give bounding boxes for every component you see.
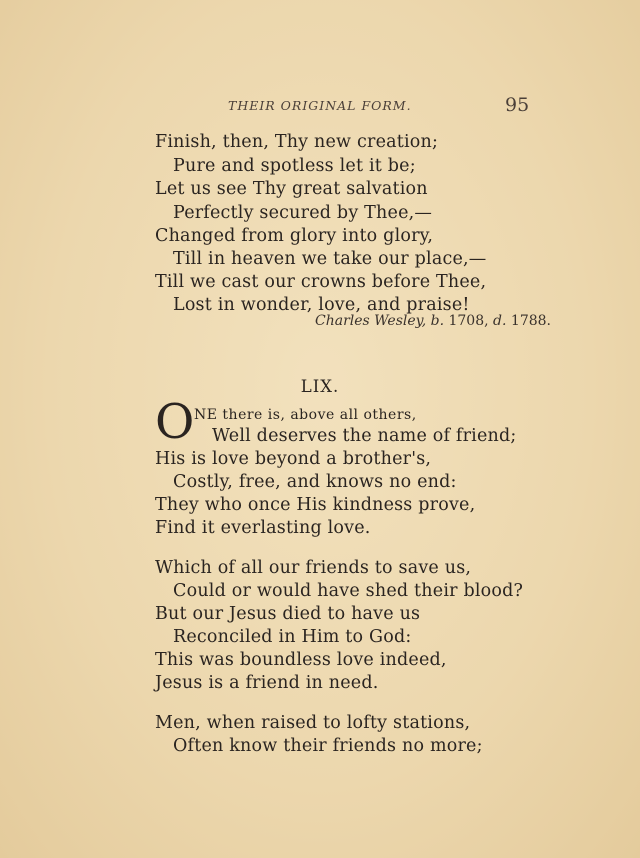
page-number: 95 bbox=[505, 94, 530, 116]
first-line-text: NE there is, above all others, bbox=[194, 407, 417, 423]
verse-line: Pure and spotless let it be; bbox=[173, 156, 416, 176]
verse-line: Lost in wonder, love, and praise! bbox=[173, 295, 470, 315]
running-title: THEIR ORIGINAL FORM. bbox=[228, 98, 412, 113]
verse-line: Find it everlasting love. bbox=[155, 518, 371, 538]
verse-line: Which of all our friends to save us, bbox=[155, 558, 472, 578]
verse-line: Changed from glory into glory, bbox=[155, 226, 434, 246]
page-header bbox=[0, 96, 640, 118]
verse-line: His is love beyond a brother's, bbox=[155, 449, 432, 469]
author-name: Charles Wesley, bbox=[315, 313, 427, 329]
verse-line: But our Jesus died to have us bbox=[155, 604, 421, 624]
verse-line bbox=[194, 404, 417, 424]
hymn-attribution bbox=[315, 313, 551, 329]
verse-line: This was boundless love indeed, bbox=[155, 650, 447, 670]
verse-line: They who once His kindness prove, bbox=[155, 495, 476, 515]
hymn-number: LIX. bbox=[300, 377, 340, 396]
verse-line: Jesus is a friend in need. bbox=[155, 673, 379, 693]
verse-line: Well deserves the name of friend; bbox=[212, 426, 517, 446]
verse-line: Perfectly secured by Thee,— bbox=[173, 203, 433, 223]
verse-line: Men, when raised to lofty stations, bbox=[155, 713, 471, 733]
born-year: 1708, bbox=[448, 313, 489, 329]
verse-line: Till in heaven we take our place,— bbox=[173, 249, 487, 269]
born-label: b. bbox=[430, 313, 445, 329]
died-label: d. bbox=[493, 313, 507, 329]
verse-line: Let us see Thy great salvation bbox=[155, 179, 428, 199]
died-year: 1788. bbox=[510, 313, 551, 329]
verse-line: Till we cast our crowns before Thee, bbox=[155, 272, 487, 292]
drop-cap: O bbox=[155, 394, 195, 450]
verse-line: Often know their friends no more; bbox=[173, 736, 483, 756]
verse-line: Finish, then, Thy new creation; bbox=[155, 132, 439, 152]
verse-line: Costly, free, and knows no end: bbox=[173, 472, 457, 492]
verse-line: Could or would have shed their blood? bbox=[173, 581, 524, 601]
verse-line: Reconciled in Him to God: bbox=[173, 627, 412, 647]
